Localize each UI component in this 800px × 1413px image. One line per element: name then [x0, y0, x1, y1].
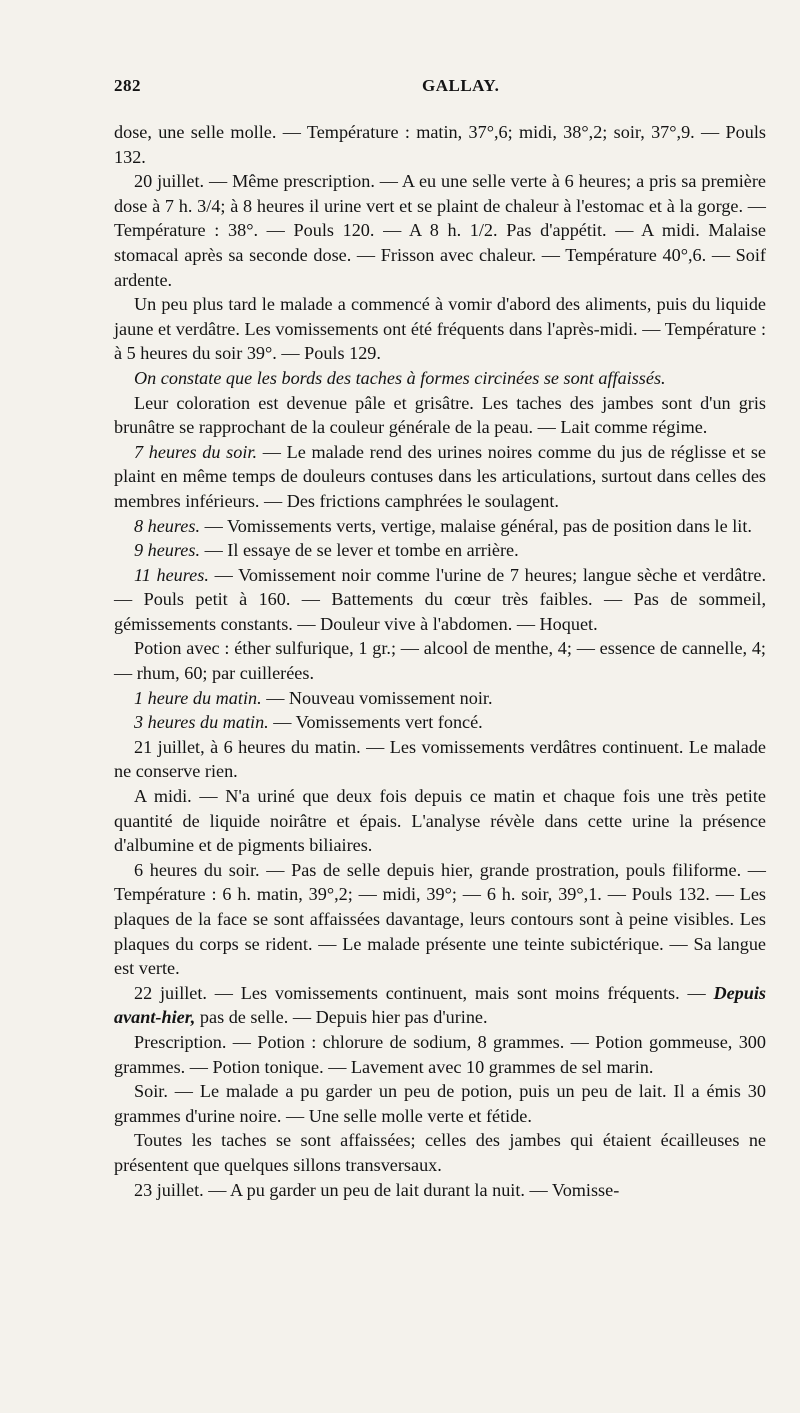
text-run: — Vomissements verts, vertige, malaise général, pas de position dans le lit.	[200, 515, 752, 536]
text-run: — Nouveau vomissement noir.	[261, 687, 493, 708]
text-run: Leur coloration est devenue pâle et grisâtre. Les taches des jambes sont d'un gris brunâtre se rapprochant de la couleur générale de la peau. — Lait comme régime.	[114, 392, 766, 438]
paragraph	[114, 981, 766, 1030]
running-head: GALLAY.	[422, 76, 500, 95]
text-run: — Le malade rend des urines noires comme du jus de réglisse et se plaint en même temps de douleurs contuses dans les articulations, surtout dans celles des membres inférieurs. — Des frictions camphrées le soulagent.	[114, 441, 766, 511]
emphasis-text: 11 heures.	[134, 564, 209, 585]
emphasis-text: 3 heures du matin.	[134, 712, 269, 733]
paragraph	[114, 636, 766, 685]
emphasis-text: 7 heures du soir.	[134, 441, 258, 462]
body-text	[114, 120, 766, 1202]
text-run: Soir. — Le malade a pu garder un peu de potion, puis un peu de lait. Il a émis 30 grammes d'urine noire. — Une selle molle verte et fétide.	[114, 1081, 766, 1126]
page-header	[114, 76, 766, 102]
paragraph	[114, 292, 766, 366]
paragraph	[114, 366, 766, 391]
emphasis-text: On constate que les bords des taches à formes circinées se sont affaissés.	[134, 367, 666, 388]
paragraph	[114, 686, 766, 711]
text-run: dose, une selle molle. — Température : matin, 37°,6; midi, 38°,2; soir, 37°,9. — Pouls 132.	[114, 122, 766, 167]
paragraph	[114, 735, 766, 784]
text-run: Prescription. — Potion : chlorure de sodium, 8 grammes. — Potion gommeuse, 300 grammes. — Potion tonique. — Lavement avec 10 grammes de sel marin.	[114, 1031, 766, 1077]
paragraph	[114, 120, 766, 169]
text-run: — Il essaye de se lever et tombe en arrière.	[200, 540, 519, 561]
paragraph	[114, 710, 766, 735]
paragraph	[114, 440, 766, 514]
emphasis-text: Depuis avant-hier,	[114, 982, 766, 1028]
text-run: Potion avec : éther sulfurique, 1 gr.; — alcool de menthe, 4; — essence de cannelle, 4; — rhum, 60; par cuillerées.	[114, 638, 766, 684]
paragraph	[114, 858, 766, 981]
paragraph	[114, 514, 766, 539]
book-page	[114, 76, 766, 1202]
text-run: Toutes les taches se sont affaissées; celles des jambes qui étaient écailleuses ne présentent que quelques sillons transversaux.	[114, 1130, 766, 1175]
paragraph	[114, 563, 766, 637]
paragraph	[114, 1079, 766, 1128]
text-run: 20 juillet. — Même prescription. — A eu une selle verte à 6 heures; a pris sa première dose à 7 h. 3/4; à 8 heures il urine vert et se plaint de chaleur à l'estomac et à la gorge. — Température : 38°. — Pouls 120. — A 8 h. 1/2. Pas d'appétit. — A midi. Malaise stomacal après sa seconde dose. — Frisson avec chaleur. — Température 40°,6. — Soif ardente.	[114, 171, 766, 290]
emphasis-text: 1 heure du matin.	[134, 687, 262, 708]
text-run: A midi. — N'a uriné que deux fois depuis ce matin et chaque fois une très petite quantité de liquide noirâtre et épais. L'analyse révèle dans cette urine la présence d'albumine et de pigments biliaires.	[114, 786, 766, 856]
paragraph	[114, 1128, 766, 1177]
paragraph	[114, 1178, 766, 1203]
paragraph	[114, 784, 766, 858]
paragraph	[114, 391, 766, 440]
text-run: 23 juillet. — A pu garder un peu de lait durant la nuit. — Vomisse-	[134, 1179, 620, 1200]
text-run: 22 juillet. — Les vomissements continuent, mais sont moins fréquents. —	[134, 982, 714, 1003]
text-run: Un peu plus tard le malade a commencé à vomir d'abord des aliments, puis du liquide jaune et verdâtre. Les vomissements ont été fréquents dans l'après-midi. — Température : à 5 heures du soir 39°. — Pouls 129.	[114, 294, 766, 364]
emphasis-text: 8 heures.	[134, 515, 201, 536]
emphasis-text: 9 heures.	[134, 540, 201, 561]
paragraph	[114, 538, 766, 563]
paragraph	[114, 1030, 766, 1079]
text-run: — Vomissement noir comme l'urine de 7 heures; langue sèche et verdâtre. — Pouls petit à 160. — Battements du cœur très faibles. — Pas de sommeil, gémissements constants. — Douleur vive à l'abdomen. — Hoquet.	[114, 564, 766, 634]
text-run: — Vomissements vert foncé.	[268, 712, 483, 733]
text-run: 21 juillet, à 6 heures du matin. — Les vomissements verdâtres continuent. Le malade ne conserve rien.	[114, 736, 766, 782]
page-number: 282	[114, 76, 141, 95]
text-run: 6 heures du soir. — Pas de selle depuis hier, grande prostration, pouls filiforme. — Température : 6 h. matin, 39°,2; — midi, 39°; — 6 h. soir, 39°,1. — Pouls 132. — Les plaques de la face se sont affaissées davantage, leurs contours sont à peine visibles. Les plaques du corps se rident. — Le malade présente une teinte subictérique. — Sa langue est verte.	[114, 859, 766, 979]
paragraph	[114, 169, 766, 292]
text-run: pas de selle. — Depuis hier pas d'urine.	[195, 1007, 488, 1028]
